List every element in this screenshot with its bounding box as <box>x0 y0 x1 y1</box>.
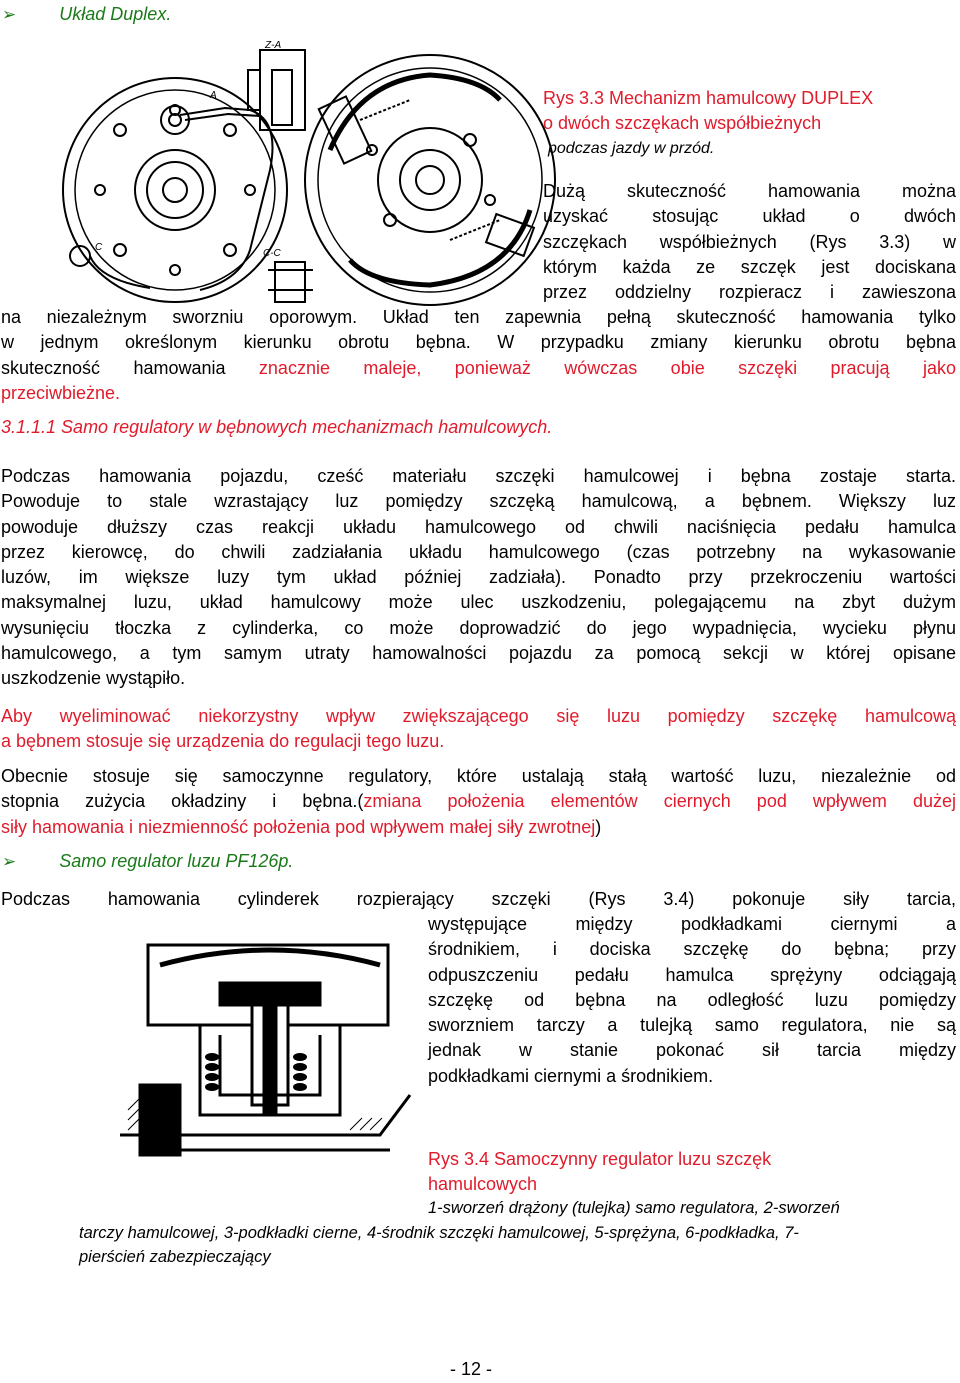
text-line: a bębnem stosuje się urządzenia do regulacji tego luzu. <box>1 731 445 752</box>
text-line: hamulcowego, a tym samym utraty hamowalności pojazdu za pomocą sekcji w której opisane <box>1 643 956 664</box>
text-line: wysunięciu tłoczka z cylinderka, co może doprowadzić do jego wypadnięcia, wycieku płynu <box>1 617 956 638</box>
text-line: szczękę od bębna na odległość luzu pomiędzy <box>428 989 956 1010</box>
text-line: przez oddzielny rozpieracz i zawieszona <box>543 282 956 303</box>
heading-uklad-duplex <box>2 4 171 25</box>
caption-line: Rys 3.3 Mechanizm hamulcowy DUPLEX <box>543 88 874 108</box>
text-line: Dużą skuteczność hamowania można <box>543 181 956 201</box>
bullet-arrow-icon: ➢ <box>2 5 17 24</box>
figure-label-a: A <box>210 90 217 101</box>
text-line: występujące między podkładkami ciernymi a <box>428 914 956 934</box>
text-line: szczękach współbieżnych (Rys 3.3) w <box>543 231 956 252</box>
text-line-mixed <box>1 789 956 814</box>
text-line: powoduje dłuższy czas reakcji układu hamulcowego od chwili naciśnięcia pedału hamulca <box>1 516 956 537</box>
text-span-red: znacznie maleje, ponieważ wówczas obie szczęki pracują jako <box>258 357 956 378</box>
text-line: Powoduje to stale wzrastający luz pomiędzy szczęką hamulcową, a bębnem. Większy luz <box>1 491 956 512</box>
self-adjuster-figure <box>120 935 420 1165</box>
text-line: maksymalnej luzu, układ hamulcowy może ulec uszkodzeniu, polegającemu na zbyt dużym <box>1 592 956 613</box>
text-line: na niezależnym sworzniu oporowym. Układ ten zapewnia pełną skuteczność hamowania tylko <box>1 307 956 327</box>
caption-line: Rys 3.4 Samoczynny regulator luzu szczęk <box>428 1149 772 1169</box>
figure-label-cc: C-C <box>263 248 281 259</box>
text-line: luzów, im większe luzy tym układ później zadziała). Ponadto przy przekroczeniu wartości <box>1 567 956 588</box>
caption-line: hamulcowych <box>428 1174 538 1194</box>
paragraph-currently-used <box>1 764 956 840</box>
text-line: uzyskać stosując układ o dwóch <box>543 206 956 227</box>
caption-subline: podczas jazdy w przód. <box>548 140 715 157</box>
figure-caption-3-3 <box>543 86 873 161</box>
text-line-red: przeciwbieżne. <box>1 382 121 403</box>
text-line: Podczas hamowania pojazdu, cześć materiału szczęki hamulcowej i bębna zostaje starta. <box>1 466 956 486</box>
text-span: ) <box>595 816 602 837</box>
text-line: środnikiem, i dociska szczękę do bębna; przy <box>428 939 956 960</box>
text-line-mixed <box>1 356 956 381</box>
paragraph-pf126p-side <box>428 912 956 1089</box>
text-line: Podczas hamowania cylinderek rozpierający szczęki (Rys 3.4) pokonuje siły tarcia, <box>1 889 956 909</box>
text-line: sworzniem tarczy a tulejką samo regulatora, nie są <box>428 1015 956 1036</box>
duplex-brake-figure <box>60 40 600 310</box>
text-span-red: zmiana położenia elementów ciernych pod wpływem dużej <box>363 791 957 812</box>
figure-label-za: Z-A <box>265 40 282 51</box>
paragraph-red-eliminate <box>1 704 956 755</box>
paragraph-pf126p-first <box>1 887 956 912</box>
text-line: jednak w stanie pokonać sił tarcia między <box>428 1040 956 1061</box>
heading-regulator-pf126p <box>2 851 293 872</box>
description-line: pierścień zabezpieczający <box>79 1248 271 1266</box>
figure-description-3-4 <box>79 1196 957 1270</box>
paragraph-duplex-side <box>543 179 956 305</box>
text-line: przez kierowcę, do chwili zadziałania układu hamulcowego (czas potrzebny na wykasowanie <box>1 541 956 562</box>
heading-text: Samo regulator luzu PF126p. <box>59 851 294 871</box>
heading-text: Układ Duplex. <box>59 4 172 24</box>
text-line: Obecnie stosuje się samoczynne regulatory, które ustalają stałą wartość luzu, niezależnie od <box>1 766 956 786</box>
text-line-mixed <box>1 815 956 840</box>
text-line: uszkodzenie wystąpiło. <box>1 668 186 689</box>
page-number: - 12 - <box>450 1359 493 1379</box>
text-line: podkładkami ciernymi a środnikiem. <box>428 1065 714 1086</box>
bullet-arrow-icon: ➢ <box>2 852 17 871</box>
text-line: Aby wyeliminować niekorzystny wpływ zwiększającego się luzu pomiędzy szczękę hamulcową <box>1 706 956 726</box>
text-line: odpuszczeniu pedału hamulca sprężyny odciągają <box>428 964 956 985</box>
section-heading: 3.1.1.1 Samo regulatory w bębnowych mechanizmach hamulcowych. <box>1 417 553 437</box>
text-span: stopnia zużycia okładziny i bębna.( <box>1 791 364 812</box>
text-line: w jednym określonym kierunku obrotu bębna. W przypadku zmiany kierunku obrotu bębna <box>1 332 956 353</box>
paragraph-duplex-full <box>1 305 956 406</box>
text-line: którym każda ze szczęk jest dociskana <box>543 256 956 277</box>
figure-label-c: C <box>95 242 103 253</box>
description-line: tarczy hamulcowej, 3-podkładki cierne, 4-środnik szczęki hamulcowej, 5-sprężyna, 6-podkładka, 7- <box>79 1223 799 1242</box>
text-span: skuteczność hamowania <box>1 357 259 378</box>
paragraph-self-regulators <box>1 464 956 692</box>
description-line: 1-sworzeń drążony (tulejka) samo regulatora, 2-sworzeń <box>428 1199 840 1217</box>
figure-caption-3-4 <box>428 1147 771 1197</box>
text-span-red: siły hamowania i niezmienność położenia pod wpływem małej siły zwrotnej <box>1 816 596 837</box>
caption-line: o dwóch szczękach współbieżnych <box>543 113 822 133</box>
